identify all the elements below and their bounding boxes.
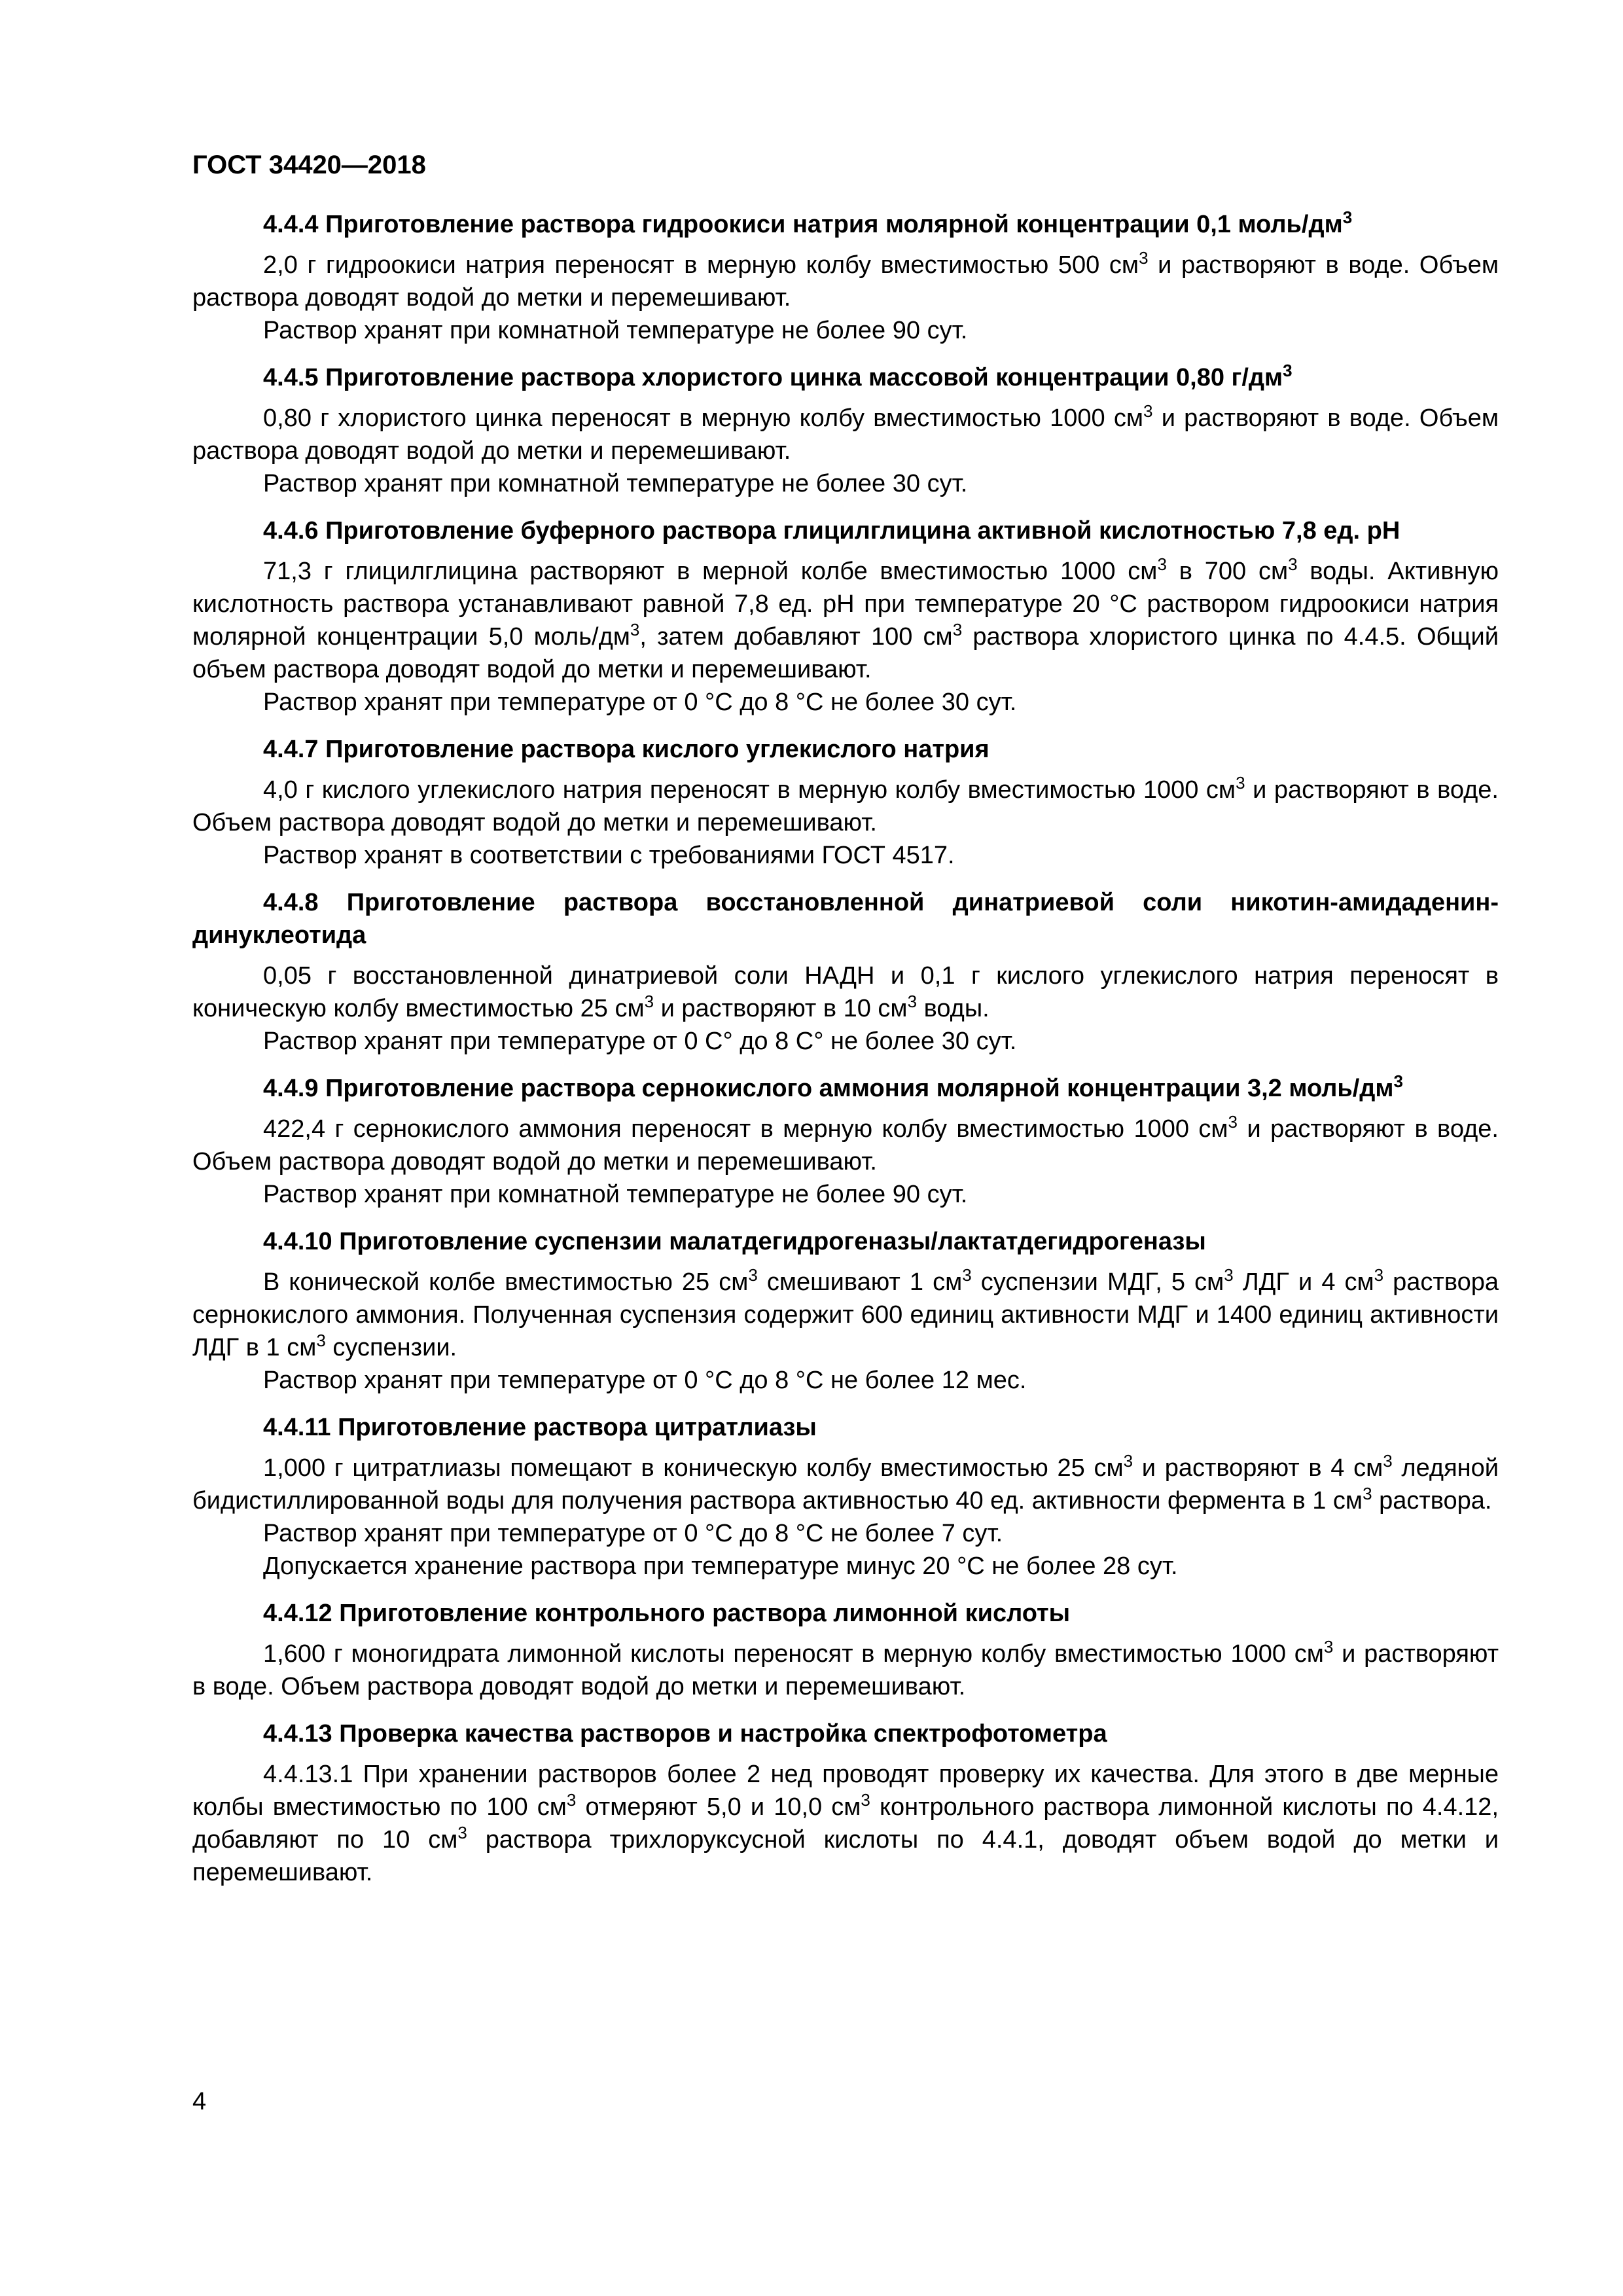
section-4-4-5 bbox=[192, 361, 1499, 500]
paragraph: 2,0 г гидроокиси натрия переносят в мерную колбу вместимостью 500 $см^3$ и растворяют в воде. Объем раствора доводят водой до метки и перемешивают. bbox=[192, 248, 1499, 312]
section-heading: 4.4.7 Приготовление раствора кислого углекислого натрия bbox=[263, 736, 990, 763]
section-4-4-6 bbox=[192, 514, 1499, 719]
section-heading: 4.4.12 Приготовление контрольного раствора лимонной кислоты bbox=[263, 1600, 1071, 1627]
section-4-4-10 bbox=[192, 1225, 1499, 1397]
document-body bbox=[192, 208, 1499, 1903]
section-heading: 4.4.13 Проверка качества растворов и настройка спектрофотометра bbox=[263, 1720, 1107, 1748]
section-4-4-12 bbox=[192, 1597, 1499, 1703]
paragraph: Раствор хранят при комнатной температуре не более 30 сут. bbox=[263, 470, 968, 497]
paragraph: 422,4 г сернокислого аммония переносят в мерную колбу вместимостью 1000 $см^3$ и растворяют в воде. Объем раствора доводят водой до метки и перемешивают. bbox=[192, 1112, 1499, 1175]
section-4-4-7 bbox=[192, 733, 1499, 872]
paragraph: Раствор хранят при температуре от 0 С° до 8 С° не более 30 сут. bbox=[263, 1028, 1017, 1055]
document-code: ГОСТ 34420—2018 bbox=[192, 151, 426, 179]
section-4-4-9 bbox=[192, 1072, 1499, 1211]
section-4-4-11 bbox=[192, 1411, 1499, 1583]
section-heading: 4.4.4 Приготовление раствора гидроокиси натрия молярной концентрации 0,1 моль/$дм^3$ bbox=[263, 207, 1353, 238]
section-heading: 4.4.6 Приготовление буферного раствора глицилглицина активной кислотностью 7,8 ед. pH bbox=[263, 517, 1400, 545]
paragraph: 0,80 г хлористого цинка переносят в мерную колбу вместимостью 1000 $см^3$ и растворяют в воде. Объем раствора доводят водой до метки и перемешивают. bbox=[192, 401, 1499, 465]
paragraph: Раствор хранят при температуре от 0 °С до 8 °С не более 7 сут. bbox=[263, 1520, 1003, 1547]
paragraph: Раствор хранят в соответствии с требованиями ГОСТ 4517. bbox=[263, 842, 955, 869]
section-heading: 4.4.10 Приготовление суспензии малатдегидрогеназы/лактатдегидрогеназы bbox=[263, 1228, 1206, 1255]
section-4-4-4 bbox=[192, 208, 1499, 347]
paragraph: Раствор хранят при комнатной температуре не более 90 сут. bbox=[263, 317, 968, 344]
paragraph: Допускается хранение раствора при температуре минус 20 °С не более 28 сут. bbox=[263, 1552, 1178, 1580]
paragraph: 71,3 г глицилглицина растворяют в мерной колбе вместимостью 1000 $см^3$ в 700 $см^3$ воды. Активную кислотность раствора устанавливают равной 7,8 ед. pH при температуре 20 °С раствором гидроокиси натрия молярной концентрации 5,0 моль/$дм^3$, затем добавляют 100 $см^3$ раствора хлористого цинка по 4.4.5. Общий объем раствора доводят водой до метки и перемешивают. bbox=[192, 554, 1499, 683]
paragraph: Раствор хранят при температуре от 0 °С до 8 °С не более 12 мес. bbox=[263, 1367, 1027, 1394]
section-heading: 4.4.8 Приготовление раствора восстановленной динатриевой соли никотин-амидаденин-динуклеотида bbox=[192, 889, 1499, 949]
section-heading: 4.4.11 Приготовление раствора цитратлиазы bbox=[263, 1414, 817, 1441]
section-heading: 4.4.9 Приготовление раствора сернокислого аммония молярной концентрации 3,2 моль/$дм^3$ bbox=[263, 1071, 1404, 1102]
section-4-4-13 bbox=[192, 1717, 1499, 1889]
page-number: 4 bbox=[192, 2088, 207, 2115]
section-4-4-8 bbox=[192, 886, 1499, 1058]
paragraph: 4,0 г кислого углекислого натрия переносят в мерную колбу вместимостью 1000 $см^3$ и растворяют в воде. Объем раствора доводят водой до метки и перемешивают. bbox=[192, 773, 1499, 836]
paragraph: 1,000 г цитратлиазы помещают в коническую колбу вместимостью 25 $см^3$ и растворяют в 4 $см^3$ ледяной бидистиллированной воды для получения раствора активностью 40 ед. активности фермента в 1 $см^3$ раствора. bbox=[192, 1451, 1499, 1515]
paragraph: 0,05 г восстановленной динатриевой соли НАДН и 0,1 г кислого углекислого натрия переносят в коническую колбу вместимостью 25 $см^3$ и растворяют в 10 $см^3$ воды. bbox=[192, 962, 1499, 1022]
paragraph: Раствор хранят при температуре от 0 °С до 8 °С не более 30 сут. bbox=[263, 689, 1017, 716]
paragraph: 4.4.13.1 При хранении растворов более 2 нед проводят проверку их качества. Для этого в две мерные колбы вместимостью по 100 $см^3$ отмеряют 5,0 и 10,0 $см^3$ контрольного раствора лимонной кислоты по 4.4.12, добавляют по 10 $см^3$ раствора трихлоруксусной кислоты по 4.4.1, доводят объем водой до метки и перемешивают. bbox=[192, 1761, 1499, 1886]
paragraph: Раствор хранят при комнатной температуре не более 90 сут. bbox=[263, 1181, 968, 1208]
paragraph: В конической колбе вместимостью 25 $см^3$ смешивают 1 $см^3$ суспензии МДГ, 5 $см^3$ ЛДГ и 4 $см^3$ раствора сернокислого аммония. Полученная суспензия содержит 600 единиц активности МДГ и 1400 единиц активности ЛДГ в 1 $см^3$ суспензии. bbox=[192, 1265, 1499, 1361]
section-heading: 4.4.5 Приготовление раствора хлористого цинка массовой концентрации 0,80 $г/дм^3$ bbox=[263, 361, 1293, 391]
paragraph: 1,600 г моногидрата лимонной кислоты переносят в мерную колбу вместимостью 1000 $см^3$ и растворяют в воде. Объем раствора доводят водой до метки и перемешивают. bbox=[192, 1637, 1499, 1700]
